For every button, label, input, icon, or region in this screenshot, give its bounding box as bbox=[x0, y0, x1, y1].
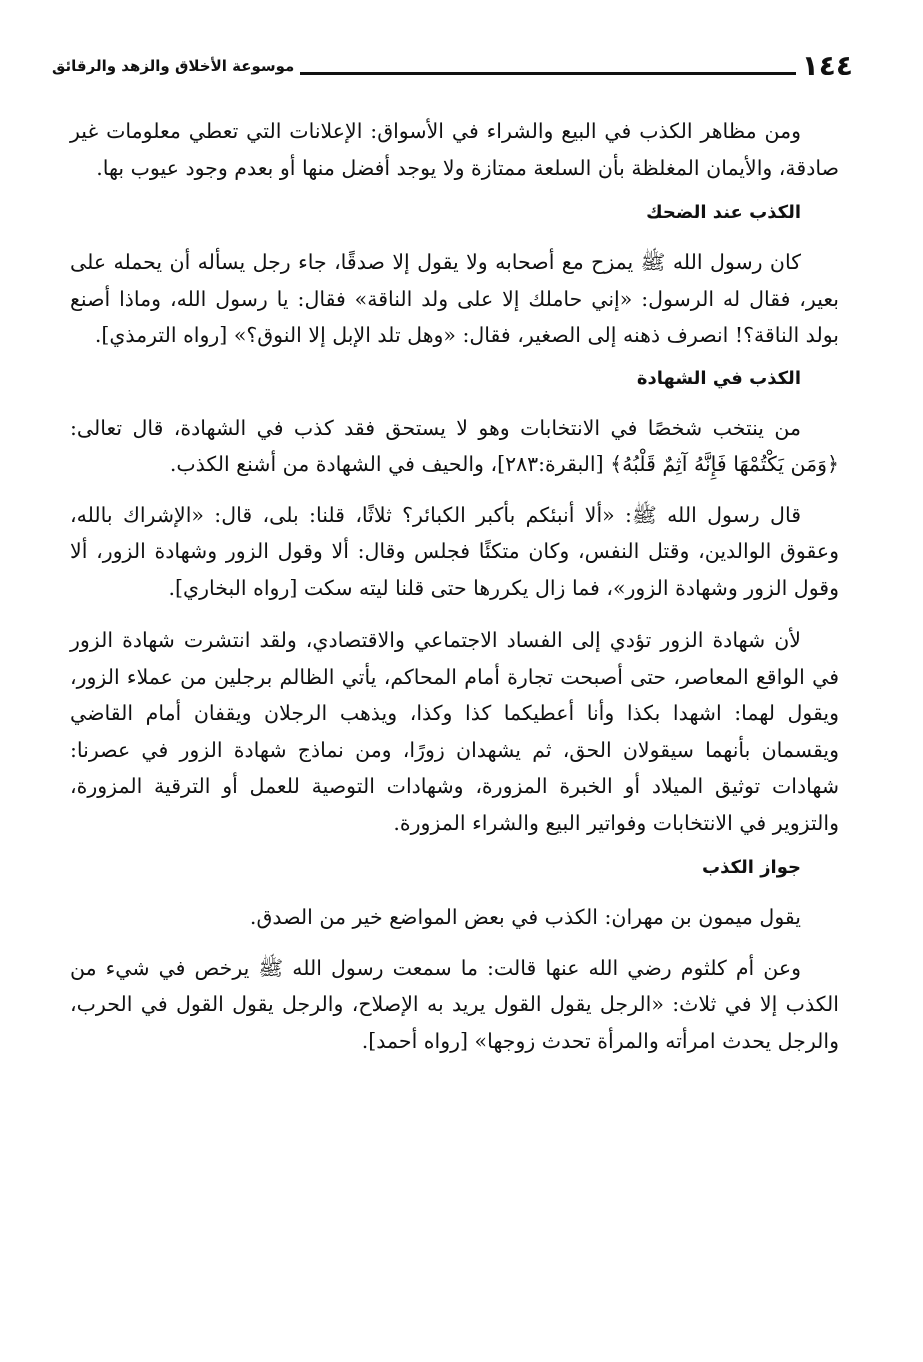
paragraph-sales-lies: ومن مظاهر الكذب في البيع والشراء في الأسواق: الإعلانات التي تعطي معلومات غير صادقة، والأيمان المغلظة بأن السلعة ممتازة ولا يوجد أفضل منها أو بعدم وجود عيوب بها. bbox=[70, 119, 839, 180]
paragraph-election-testimony: من ينتخب شخصًا في الانتخابات وهو لا يستحق فقد كذب في الشهادة، قال تعالى: ﴿وَمَن يَكْتُمْهَا فَإِنَّهُ آثِمٌ قَلْبُهُ﴾ [البقرة:٢٨٣]، والحيف في الشهادة من أشنع الكذب. bbox=[70, 415, 839, 476]
page-number: ١٤٤ bbox=[801, 49, 853, 82]
paragraph-umm-kulthum-hadith: وعن أم كلثوم رضي الله عنها قالت: ما سمعت رسول الله ﷺ يرخص في شيء من الكذب إلا في ثلاث: «الرجل يقول القول يريد به الإصلاح، والرجل يقول القول في الحرب، والرجل يحدث امرأته والمرأة تحدث زوجها» [رواه أحمد]. bbox=[70, 955, 839, 1053]
paragraph-maimun-quote: يقول ميمون بن مهران: الكذب في بعض المواضع خير من الصدق. bbox=[249, 905, 801, 929]
header-rule bbox=[300, 72, 795, 75]
book-title: موسوعة الأخلاق والزهد والرقائق bbox=[52, 57, 295, 75]
page-content bbox=[70, 113, 839, 1059]
heading-lying-when-joking: الكذب عند الضحك bbox=[646, 202, 801, 223]
paragraph-major-sins-hadith: قال رسول الله ﷺ: «ألا أنبئكم بأكبر الكبائر؟ ثلاثًا، قلنا: بلى، قال: «الإشراك بالله، وعقوق الوالدين، وقتل النفس، وكان متكئًا فجلس وقال: ألا وقول الزور وشهادة الزور، ألا وقول الزور وشهادة الزور»، فما زال يكررها حتى قلنا ليته سكت [رواه البخاري]. bbox=[70, 502, 839, 600]
paragraph-prophet-joking: كان رسول الله ﷺ يمزح مع أصحابه ولا يقول إلا صدقًا، جاء رجل يسأله أن يحمله على بعير، فقال له الرسول: «إني حاملك إلا على ولد الناقة» فقال: يا رسول الله، وماذا أصنع بولد الناقة؟! انصرف ذهنه إلى الصغير، فقال: «وهل تلد الإبل إلا النوق؟» [رواه الترمذي]. bbox=[70, 250, 839, 347]
heading-permissibility-of-lying: جواز الكذب bbox=[702, 857, 801, 878]
paragraph-false-testimony: لأن شهادة الزور تؤدي إلى الفساد الاجتماعي والاقتصادي، ولقد انتشرت شهادة الزور في الواقع المعاصر، حتى أصبحت تجارة أمام المحاكم، يأتي الظالم برجلين من عملاء الزور، ويقول لهما: اشهدا بكذا وأنا أعطيكما كذا وكذا، ويذهب الرجلان ويقفان أمام القاضي ويقسمان بأنهما سيقولان الحق، ثم يشهدان زورًا، ومن نماذج شهادة الزور في عصرنا: شهادات توثيق الميلاد أو الخبرة المزورة، وشهادات التوصية للعمل أو الترقية المزورة، والتزوير في الانتخابات وفواتير البيع والشراء المزورة. bbox=[70, 628, 839, 835]
heading-lying-in-testimony: الكذب في الشهادة bbox=[636, 367, 801, 389]
page-header bbox=[52, 46, 853, 86]
